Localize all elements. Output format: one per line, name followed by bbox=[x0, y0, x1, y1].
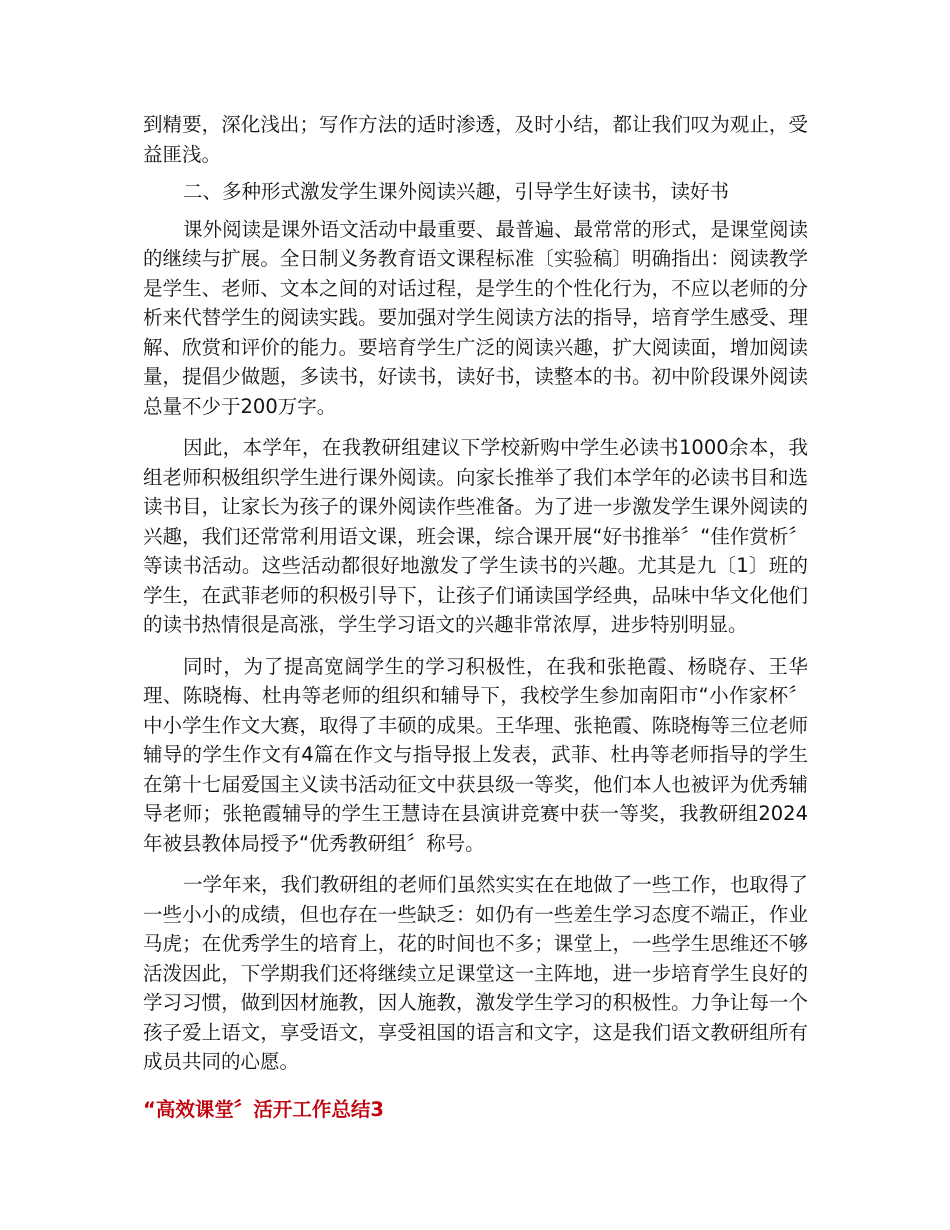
section-heading: “高效课堂〞活开工作总结3 bbox=[143, 1097, 384, 1121]
paragraph-summary: 一学年来，我们教研组的老师们虽然实实在在地做了一些工作，也取得了一些小小的成绩，但也存在一些缺乏：如仍有一些差生学习态度不端正，作业马虎；在优秀学生的培育上，花的时间也不多；课堂上，一些学生思维还不够活泼因此，下学期我们还将继续立足课堂这一主阵地，进一步培育学生良好的学习习惯，做到因材施教，因人施教，激发学生学习的积极性。力争让每一个孩子爱上语文，享受语文，享受祖国的语言和文字，这是我们语文教研组所有成员共同的心愿。 bbox=[143, 873, 808, 1073]
paragraph-reading: 课外阅读是课外语文活动中最重要、最普遍、最常常的形式，是课堂阅读的继续与扩展。全日制义务教育语文课程标准〔实验稿〕明确指出：阅读教学是学生、老师、文本之间的对话过程，是学生的个性化行为，不应以老师的分析来代替学生的阅读实践。要加强对学生阅读方法的指导，培育学生感受、理解、欣赏和评价的能力。要培育学生广泛的阅读兴趣，扩大阅读面，增加阅读量，提倡少做题，多读书，好读书，读好书，读整本的书。初中阶段课外阅读总量不少于200万字。 bbox=[143, 217, 808, 418]
document-page bbox=[143, 110, 808, 1124]
section-subheading: 二、多种形式激发学生课外阅读兴趣，引导学生好读书，读好书 bbox=[183, 180, 730, 203]
paragraph-continuation: 到精要，深化浅出；写作方法的适时渗透，及时小结，都让我们叹为观止，受益匪浅。 bbox=[143, 113, 808, 166]
paragraph-activities: 因此，本学年，在我教研组建议下学校新购中学生必读书1000余本，我组老师积极组织学生进行课外阅读。向家长推举了我们本学年的必读书目和选读书目，让家长为孩子的课外阅读作些准备。为了进一步激发学生课外阅读的兴趣，我们还常常利用语文课，班会课，综合课开展“好书推举〞“佳作赏析〞等读书活动。这些活动都很好地激发了学生读书的兴趣。尤其是九〔1〕班的学生，在武菲老师的积极引导下，让孩子们诵读国学经典，品味中华文化他们的读书热情很是高涨，学生学习语文的兴趣非常浓厚，进步特别明显。 bbox=[143, 436, 808, 636]
paragraph-achievements: 同时，为了提高宽阔学生的学习积极性，在我和张艳霞、杨晓存、王华理、陈晓梅、杜冉等老师的组织和辅导下，我校学生参加南阳市“小作家杯〞中小学生作文大赛，取得了丰硕的成果。王华理、张艳霞、陈晓梅等三位老师辅导的学生作文有4篇在作文与指导报上发表，武菲、杜冉等老师指导的学生在第十七届爱国主义读书活动征文中获县级一等奖，他们本人也被评为优秀辅导老师；张艳霞辅导的学生王慧诗在县演讲竞赛中获一等奖，我教研组2024年被县教体局授予“优秀教研组〞称号。 bbox=[143, 654, 808, 855]
